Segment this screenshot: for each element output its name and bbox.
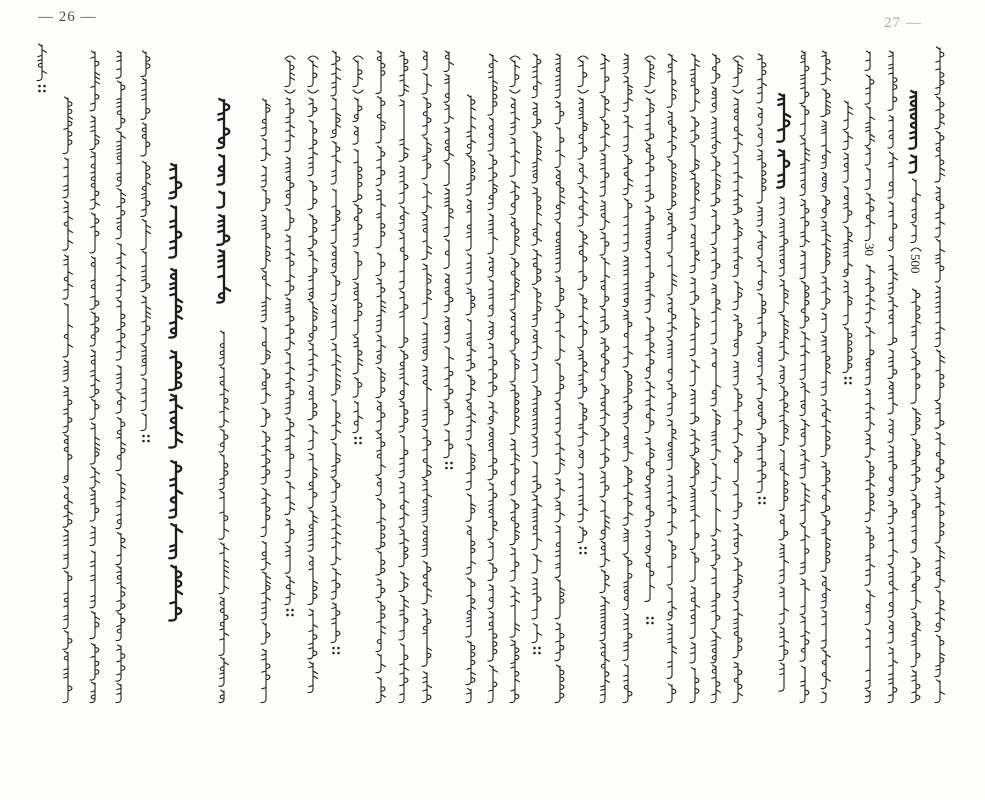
text-column — [645, 56, 655, 601]
text-column — [779, 197, 789, 691]
text-column — [141, 51, 151, 431]
text-column — [757, 54, 767, 493]
text-column — [532, 54, 542, 643]
text-column — [331, 51, 341, 643]
text-column — [888, 51, 898, 703]
text-column — [733, 56, 743, 703]
text-column — [90, 51, 100, 703]
text-column — [444, 51, 454, 458]
text-column — [466, 95, 476, 703]
text-column — [600, 54, 610, 703]
text-column — [219, 331, 229, 703]
text-column — [821, 51, 831, 703]
text-column — [399, 51, 409, 703]
column-end-punctuation — [580, 547, 587, 554]
page-number-left: — 26 — — [38, 9, 97, 25]
text-column — [116, 51, 126, 703]
column-end-punctuation — [446, 462, 453, 469]
column-end-punctuation — [759, 497, 766, 504]
text-column — [711, 54, 721, 703]
text-column — [308, 56, 318, 693]
heading-text — [909, 91, 916, 173]
column-end-punctuation — [287, 609, 294, 616]
column-end-punctuation — [39, 85, 46, 92]
column-end-punctuation — [647, 617, 654, 624]
text-column — [843, 101, 853, 373]
text-column — [422, 51, 432, 703]
text-column — [353, 56, 363, 433]
heading-text — [217, 99, 230, 303]
text-column — [578, 56, 588, 543]
text-column — [623, 54, 633, 703]
column-end-punctuation — [333, 647, 340, 654]
column-end-punctuation — [845, 377, 852, 384]
text-column — [935, 47, 945, 703]
column-end-punctuation — [355, 437, 362, 444]
text-column — [261, 99, 271, 703]
page-number-right: 27 — — [884, 15, 922, 31]
text-column — [555, 54, 565, 703]
text-column — [862, 51, 877, 703]
inline-number-30: 30 — [862, 243, 877, 256]
heading-text — [777, 94, 790, 188]
text-column — [488, 54, 498, 703]
text-column — [37, 44, 47, 81]
text-column — [510, 56, 520, 703]
column-end-punctuation — [143, 435, 150, 442]
inline-number-500: 500 — [908, 254, 923, 274]
text-column — [800, 51, 810, 703]
text-column — [690, 54, 700, 703]
text-column — [63, 97, 73, 703]
text-column — [285, 56, 295, 605]
column-end-punctuation — [534, 647, 541, 654]
text-column — [376, 51, 386, 703]
heading-text — [169, 164, 182, 621]
text-column — [667, 54, 677, 703]
